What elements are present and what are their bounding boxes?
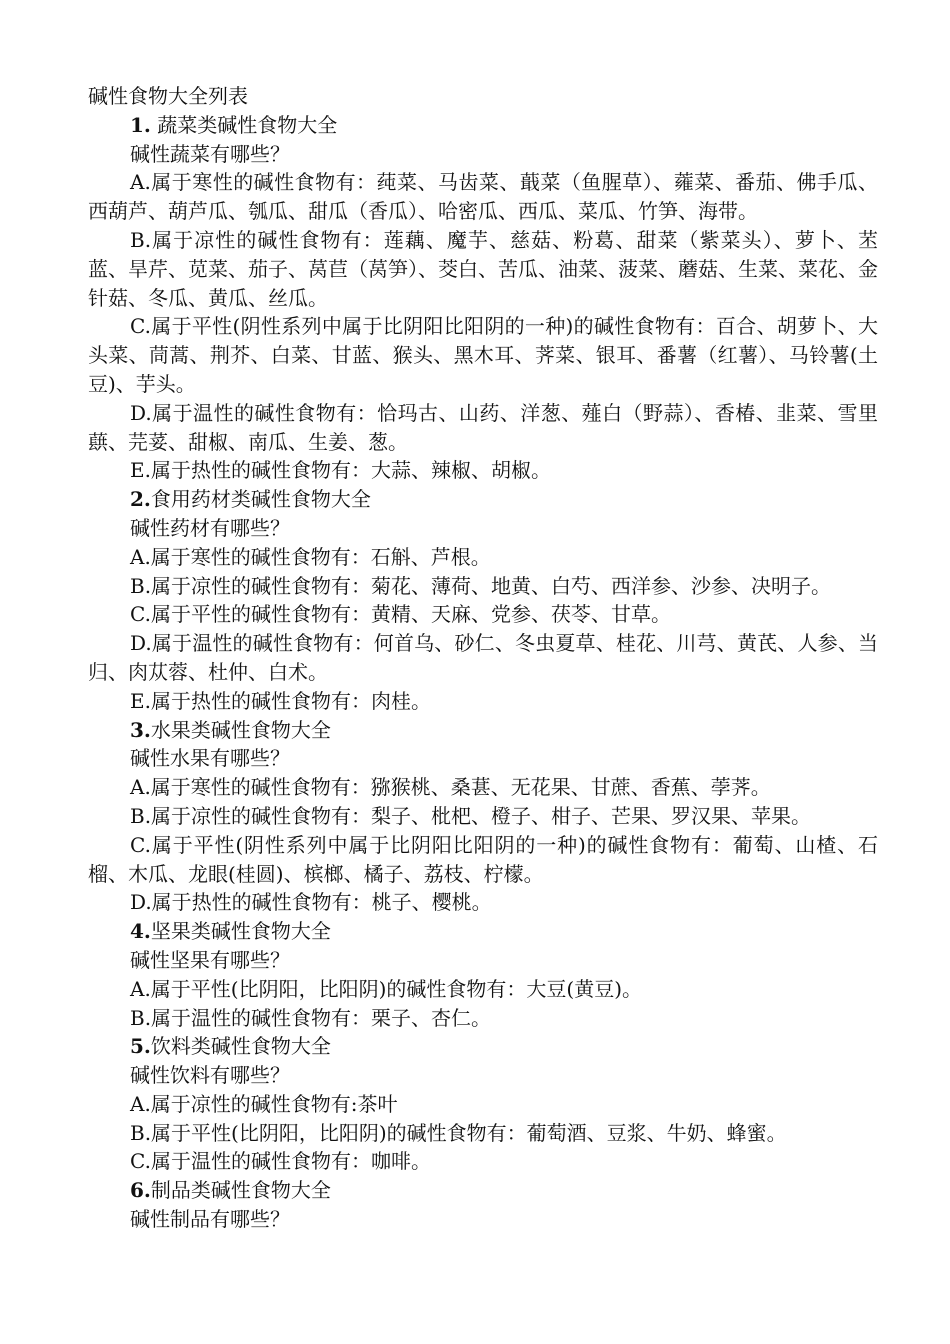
list-item: A.属于平性(比阴阳，比阳阴)的碱性食物有：大豆(黄豆)。 xyxy=(130,976,643,1001)
list-item: D.属于温性的碱性食物有：恰玛古、山药、洋葱、薤白（野蒜）、香椿、韭菜、雪里蕻、芫荽、甜椒、南瓜、生姜、葱。 xyxy=(88,400,878,454)
section-heading xyxy=(88,1176,878,1205)
list-item: C.属于平性(阴性系列中属于比阴阳比阳阴的一种)的碱性食物有：葡萄、山楂、石榴、木瓜、龙眼(桂圆)、槟榔、橘子、荔枝、柠檬。 xyxy=(88,832,878,886)
list-item: D.属于温性的碱性食物有：何首乌、砂仁、冬虫夏草、桂花、川芎、黄芪、人参、当归、肉苁蓉、杜仲、白术。 xyxy=(88,631,878,684)
section-heading-text: 食用药材类碱性食物大全 xyxy=(150,487,371,512)
section-question: 碱性水果有哪些？ xyxy=(130,746,290,771)
list-item: E.属于热性的碱性食物有：肉桂。 xyxy=(130,688,431,713)
list-item: A.属于凉性的碱性食物有:茶叶 xyxy=(130,1091,398,1116)
list-item: A.属于寒性的碱性食物有：石斛、芦根。 xyxy=(130,544,491,569)
list-item: C.属于温性的碱性食物有：咖啡。 xyxy=(130,1149,431,1174)
section-heading-text: 制品类碱性食物大全 xyxy=(150,1178,331,1203)
list-item: B.属于凉性的碱性食物有：莲藕、魔芋、慈菇、粉葛、甜菜（紫菜头）、萝卜、苤蓝、旱芹、苋菜、茄子、莴苣（莴笋）、茭白、苦瓜、油菜、菠菜、蘑菇、生菜、菜花、金针菇、冬瓜、黄瓜、丝瓜。 xyxy=(88,227,878,310)
section xyxy=(88,716,878,918)
list-item: E.属于热性的碱性食物有：大蒜、辣椒、胡椒。 xyxy=(130,458,551,483)
section-heading-text: 坚果类碱性食物大全 xyxy=(150,919,331,944)
section-number: 4. xyxy=(130,919,151,944)
list-item: B.属于平性(比阴阳，比阳阴)的碱性食物有：葡萄酒、豆浆、牛奶、蜂蜜。 xyxy=(130,1120,787,1145)
section-heading xyxy=(88,917,878,946)
sections-container xyxy=(88,111,878,1234)
section-number: 5. xyxy=(130,1034,151,1059)
section-heading xyxy=(88,111,878,140)
section-number: 2. xyxy=(130,487,151,512)
section-heading xyxy=(88,1032,878,1061)
list-item: B.属于温性的碱性食物有：栗子、杏仁。 xyxy=(130,1005,492,1030)
list-item: A.属于寒性的碱性食物有：猕猴桃、桑葚、无花果、甘蔗、香蕉、荸荠。 xyxy=(130,775,771,800)
section-heading xyxy=(88,716,878,745)
section-question: 碱性制品有哪些？ xyxy=(130,1207,290,1232)
list-item: B.属于凉性的碱性食物有：菊花、薄荷、地黄、白芍、西洋参、沙参、决明子。 xyxy=(130,573,832,598)
section-number: 1. xyxy=(130,112,151,137)
section xyxy=(88,917,878,1032)
section-heading xyxy=(88,485,878,514)
list-item: D.属于热性的碱性食物有：桃子、樱桃。 xyxy=(130,890,492,915)
section xyxy=(88,1032,878,1176)
document-title: 碱性食物大全列表 xyxy=(88,84,248,108)
section-number: 6. xyxy=(130,1178,151,1203)
list-item: C.属于平性(阴性系列中属于比阴阳比阳阴的一种)的碱性食物有：百合、胡萝卜、大头菜、茼蒿、荆芥、白菜、甘蓝、猴头、黑木耳、荠菜、银耳、番薯（红薯）、马铃薯(土豆)、芋头。 xyxy=(88,314,878,396)
section-heading-text: 饮料类碱性食物大全 xyxy=(150,1034,331,1059)
section xyxy=(88,1176,878,1234)
section-question: 碱性药材有哪些？ xyxy=(130,515,290,540)
section-heading-text: 蔬菜类碱性食物大全 xyxy=(150,112,338,137)
section xyxy=(88,111,878,485)
document-page xyxy=(88,82,878,1234)
list-item: B.属于凉性的碱性食物有：梨子、枇杷、橙子、柑子、芒果、罗汉果、苹果。 xyxy=(130,803,812,828)
section xyxy=(88,485,878,715)
list-item: C.属于平性的碱性食物有：黄精、天麻、党参、茯苓、甘草。 xyxy=(130,602,671,627)
list-item: A.属于寒性的碱性食物有：莼菜、马齿菜、蕺菜（鱼腥草）、蕹菜、番茄、佛手瓜、西葫芦、葫芦瓜、瓠瓜、甜瓜（香瓜）、哈密瓜、西瓜、菜瓜、竹笋、海带。 xyxy=(88,170,878,224)
section-question: 碱性蔬菜有哪些？ xyxy=(130,141,290,166)
section-number: 3. xyxy=(130,717,151,742)
section-question: 碱性饮料有哪些？ xyxy=(130,1063,290,1088)
section-question: 碱性坚果有哪些？ xyxy=(130,947,290,972)
section-heading-text: 水果类碱性食物大全 xyxy=(150,717,331,742)
